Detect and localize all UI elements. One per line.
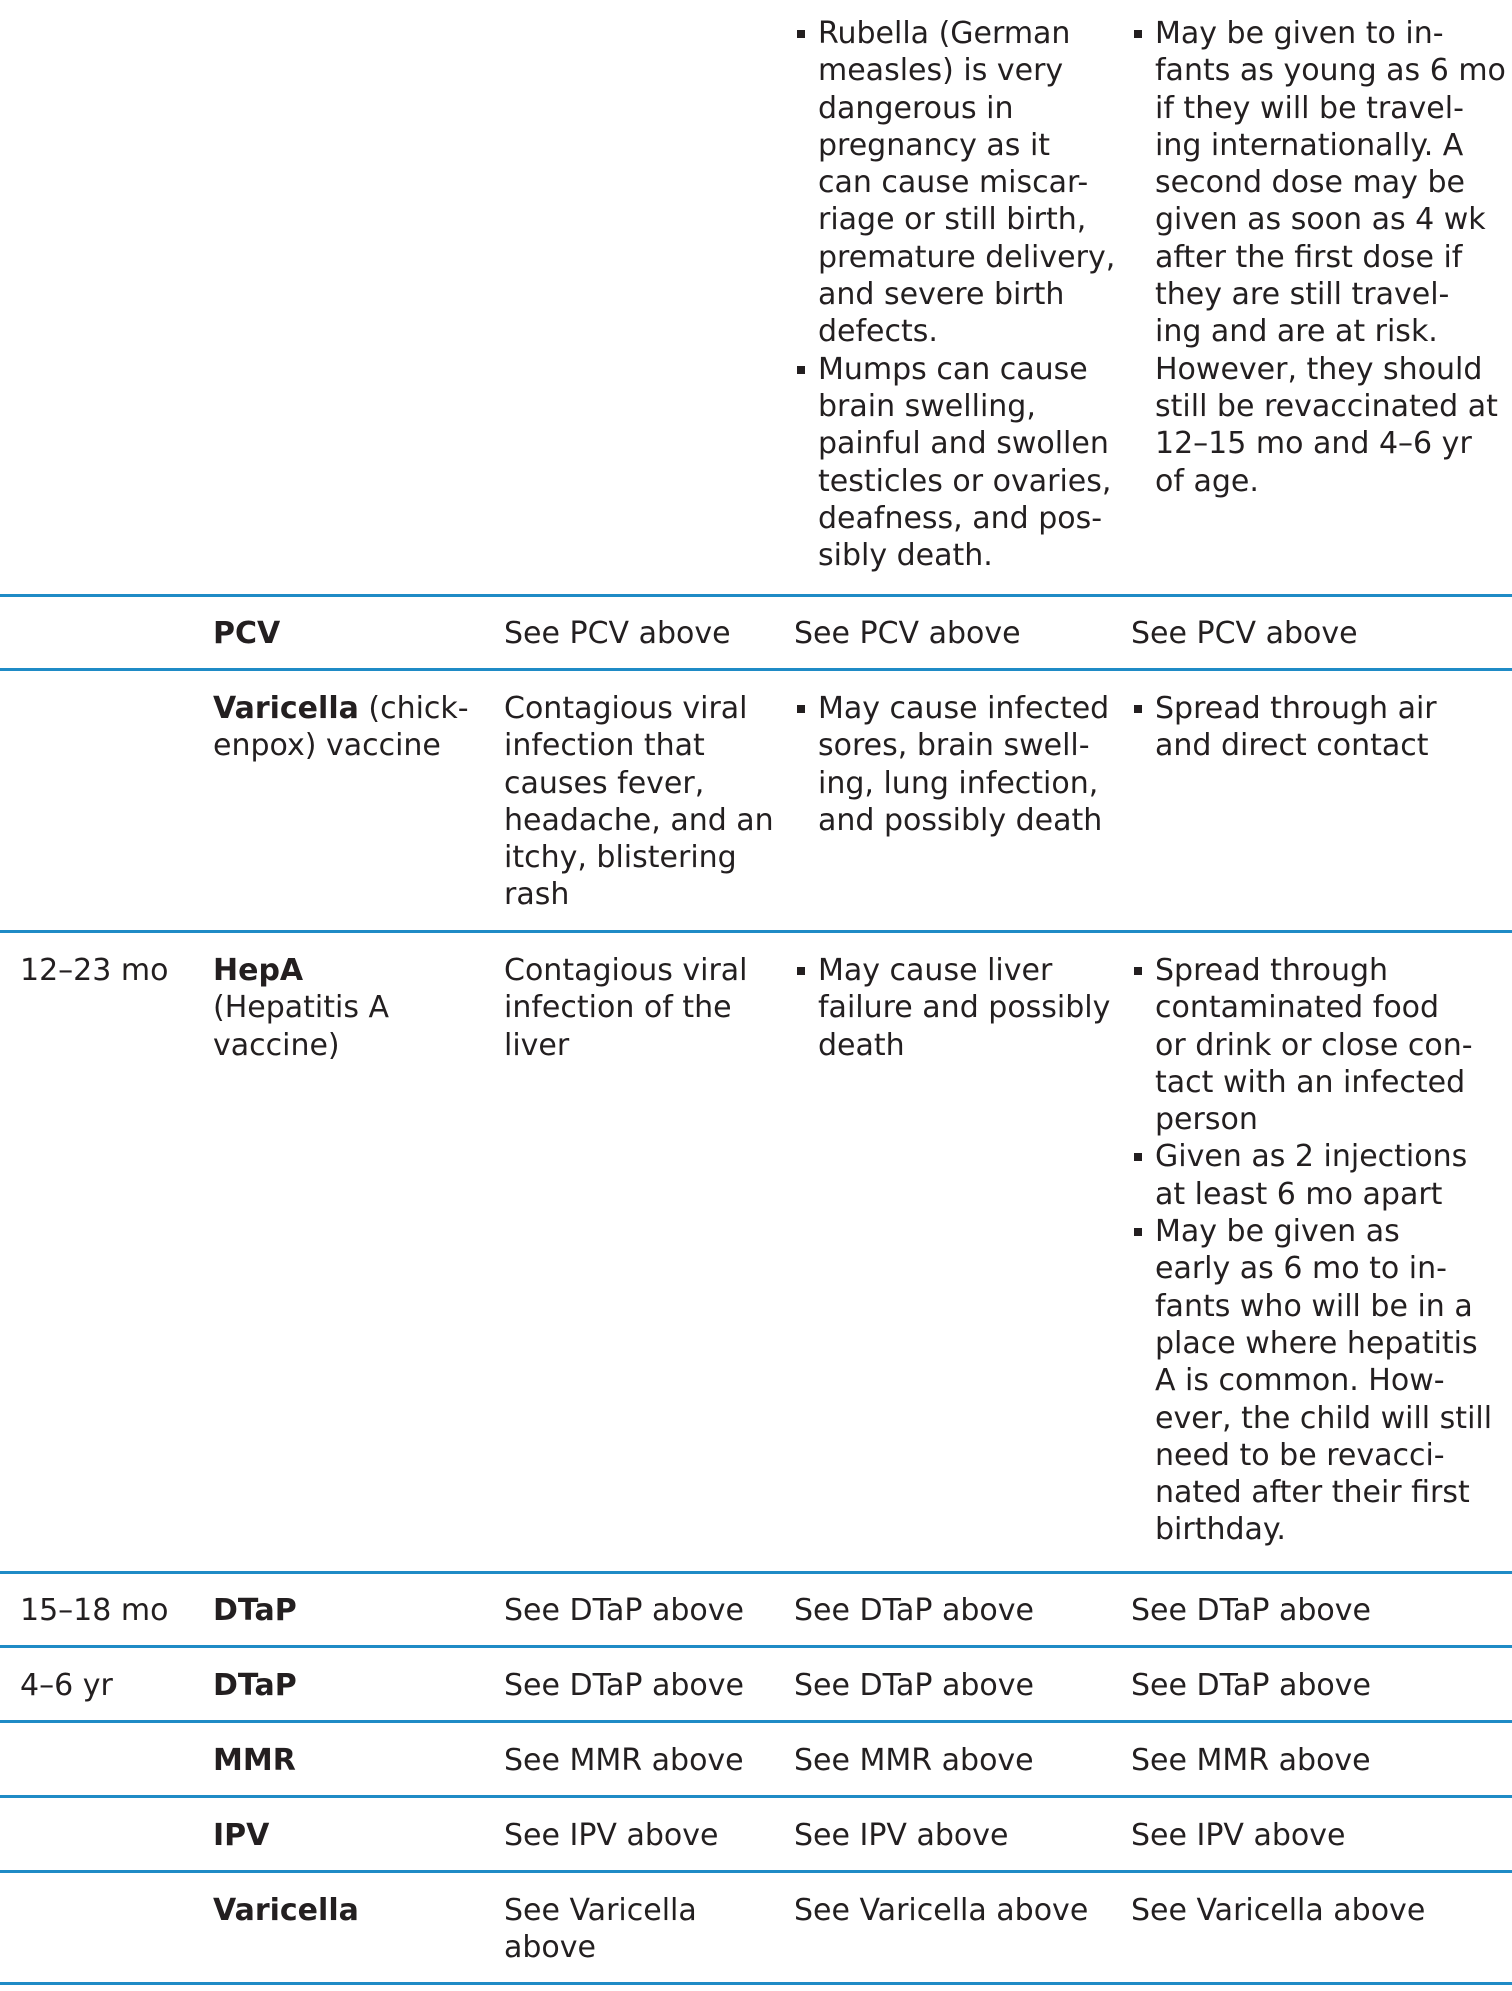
notes-cell <box>1131 15 1511 500</box>
text-line: See DTaP above <box>1131 1668 1371 1703</box>
bullet-item <box>794 690 1124 839</box>
text-line: brain swelling, <box>818 388 1036 424</box>
vaccine-name: Varicella <box>213 1893 359 1928</box>
text-line: fants who will be in a <box>1155 1288 1473 1324</box>
text-line: fants as young as 6 mo <box>1155 53 1506 89</box>
row-divider <box>0 594 1512 597</box>
vaccine-name: DTaP <box>213 1593 297 1628</box>
text-line: See DTaP above <box>794 1668 1034 1703</box>
age-cell <box>20 1592 190 1629</box>
text-line: and severe birth <box>818 277 1065 313</box>
text-line: measles) is very <box>818 53 1064 89</box>
disease-cell <box>504 1667 794 1704</box>
text-line: Given as 2 injections <box>1155 1139 1468 1175</box>
text-line: See Varicella above <box>1131 1893 1426 1928</box>
row-divider <box>0 1571 1512 1574</box>
text-line: infection of the <box>504 990 732 1026</box>
text-line: if they will be travel- <box>1155 90 1464 126</box>
age-cell <box>20 952 190 989</box>
row-divider <box>0 668 1512 671</box>
vaccine-name: DTaP <box>213 1668 297 1703</box>
disease-cell <box>504 1742 794 1779</box>
text-line: ing, lung infection, <box>818 765 1099 801</box>
text-line: infection that <box>504 728 705 764</box>
vaccine-cell <box>213 690 493 765</box>
notes-cell <box>1131 1817 1511 1854</box>
text-line: See PCV above <box>794 616 1021 651</box>
vaccine-cell <box>213 1817 493 1854</box>
complications-cell <box>794 1817 1124 1854</box>
text-line: See MMR above <box>794 1743 1034 1778</box>
text-line: See MMR above <box>1131 1743 1371 1778</box>
text-line: May be given to in- <box>1155 16 1444 51</box>
text-line: premature delivery, <box>818 239 1116 275</box>
text-line: (Hepatitis A <box>213 990 390 1026</box>
vaccine-cell <box>213 1742 493 1779</box>
text-line: place where hepatitis <box>1155 1325 1478 1361</box>
text-line: Spread through <box>1155 953 1389 988</box>
text-line: See Varicella above <box>794 1893 1089 1928</box>
text-line: See DTaP above <box>794 1593 1034 1628</box>
bullet-item <box>1131 952 1511 1138</box>
complications-cell <box>794 615 1124 652</box>
text-line: testicles or ovaries, <box>818 463 1112 499</box>
vaccine-cell <box>213 1667 493 1704</box>
notes-cell <box>1131 1592 1511 1629</box>
complications-cell <box>794 1667 1124 1704</box>
vaccine-name: PCV <box>213 616 281 651</box>
vaccine-name: MMR <box>213 1743 296 1778</box>
text-line: birthday. <box>1155 1512 1286 1548</box>
text-line: person <box>1155 1102 1258 1138</box>
text-line: See DTaP above <box>1131 1593 1371 1628</box>
text-line: ever, the child will still <box>1155 1400 1493 1436</box>
text-line: and direct contact <box>1155 728 1429 764</box>
text-line: Contagious viral <box>504 691 748 726</box>
text-line: See PCV above <box>504 616 731 651</box>
text-line: vaccine) <box>213 1027 340 1063</box>
table-row <box>0 15 1512 585</box>
text-line: need to be revacci- <box>1155 1437 1445 1473</box>
notes-cell <box>1131 952 1511 1549</box>
text-line: rash <box>504 877 570 913</box>
age-label: 15–18 mo <box>20 1593 169 1628</box>
text-line: defects. <box>818 314 938 350</box>
text-line: second dose may be <box>1155 165 1465 201</box>
text-line: riage or still birth, <box>818 202 1087 238</box>
bullet-item <box>1131 690 1511 765</box>
text-line: sibly death. <box>818 538 993 574</box>
text-line: See Varicella <box>504 1893 697 1928</box>
notes-cell <box>1131 615 1511 652</box>
text-line: sores, brain swell- <box>818 728 1090 764</box>
disease-cell <box>504 952 794 1064</box>
row-divider <box>0 1720 1512 1723</box>
text-line: See PCV above <box>1131 616 1358 651</box>
bullet-item <box>1131 1138 1511 1213</box>
disease-cell <box>504 1892 794 1967</box>
disease-cell <box>504 1817 794 1854</box>
complications-cell <box>794 1742 1124 1779</box>
text-line: See IPV above <box>504 1818 719 1853</box>
text-line: or drink or close con- <box>1155 1027 1473 1063</box>
text-line: nated after their first <box>1155 1475 1470 1511</box>
text-line: above <box>504 1930 596 1966</box>
text-line: headache, and an <box>504 802 774 838</box>
bullet-item <box>1131 15 1511 500</box>
complications-cell <box>794 1592 1124 1629</box>
notes-cell <box>1131 690 1511 765</box>
text-line: they are still travel- <box>1155 277 1450 313</box>
notes-cell <box>1131 1742 1511 1779</box>
disease-cell <box>504 615 794 652</box>
disease-cell <box>504 690 794 914</box>
text-line: 12–15 mo and 4–6 yr <box>1155 426 1472 462</box>
row-divider <box>0 1982 1512 1985</box>
vaccine-extra: (chick- <box>358 691 469 726</box>
text-line: Spread through air <box>1155 691 1437 726</box>
notes-cell <box>1131 1892 1511 1929</box>
text-line: failure and possibly <box>818 990 1111 1026</box>
text-line: causes fever, <box>504 765 705 801</box>
text-line: ing internationally. A <box>1155 127 1464 163</box>
text-line: deafness, and pos- <box>818 500 1103 536</box>
text-line: May be given as <box>1155 1214 1400 1250</box>
text-line: See IPV above <box>794 1818 1009 1853</box>
complications-cell <box>794 690 1124 839</box>
age-cell <box>20 1667 190 1704</box>
text-line: death <box>818 1027 905 1063</box>
text-line: at least 6 mo apart <box>1155 1176 1443 1212</box>
text-line: Mumps can cause <box>818 351 1088 387</box>
text-line: May cause liver <box>818 953 1053 988</box>
text-line: enpox) vaccine <box>213 728 441 764</box>
text-line: painful and swollen <box>818 426 1109 462</box>
row-divider <box>0 1870 1512 1873</box>
text-line: A is common. How- <box>1155 1363 1445 1399</box>
text-line: See DTaP above <box>504 1668 744 1703</box>
vaccine-name: Varicella <box>213 691 359 726</box>
bullet-item <box>1131 1213 1511 1549</box>
text-line: See IPV above <box>1131 1818 1346 1853</box>
notes-cell <box>1131 1667 1511 1704</box>
text-line: Rubella (German <box>818 16 1071 51</box>
text-line: and possibly death <box>818 802 1103 838</box>
complications-cell <box>794 15 1124 574</box>
text-line: can cause miscar- <box>818 165 1089 201</box>
complications-cell <box>794 1892 1124 1929</box>
text-line: of age. <box>1155 463 1259 499</box>
text-line: dangerous in <box>818 90 1014 126</box>
text-line: itchy, blistering <box>504 840 737 876</box>
vaccine-cell <box>213 1892 493 1929</box>
age-label: 12–23 mo <box>20 953 169 988</box>
disease-cell <box>504 1592 794 1629</box>
text-line: early as 6 mo to in- <box>1155 1251 1447 1287</box>
bullet-item <box>794 15 1124 351</box>
text-line: after the first dose if <box>1155 239 1463 275</box>
text-line: contaminated food <box>1155 990 1440 1026</box>
text-line: However, they should <box>1155 351 1483 387</box>
text-line: tact with an infected <box>1155 1064 1466 1100</box>
vaccine-cell <box>213 1592 493 1629</box>
text-line: given as soon as 4 wk <box>1155 202 1486 238</box>
text-line: See DTaP above <box>504 1593 744 1628</box>
vaccine-name: HepA <box>213 953 304 988</box>
bullet-item <box>794 952 1124 1064</box>
complications-cell <box>794 952 1124 1064</box>
text-line: pregnancy as it <box>818 127 1051 163</box>
text-line: still be revaccinated at <box>1155 388 1498 424</box>
row-divider <box>0 1645 1512 1648</box>
vaccine-cell <box>213 615 493 652</box>
text-line: See MMR above <box>504 1743 744 1778</box>
text-line: liver <box>504 1027 570 1063</box>
row-divider <box>0 1795 1512 1798</box>
text-line: Contagious viral <box>504 953 748 988</box>
bullet-item <box>794 351 1124 575</box>
vaccine-cell <box>213 952 493 1064</box>
vaccine-name: IPV <box>213 1818 270 1853</box>
row-divider <box>0 930 1512 933</box>
text-line: ing and are at risk. <box>1155 314 1438 350</box>
text-line: May cause infected <box>818 691 1110 726</box>
text-line <box>213 690 493 727</box>
age-label: 4–6 yr <box>20 1668 113 1703</box>
